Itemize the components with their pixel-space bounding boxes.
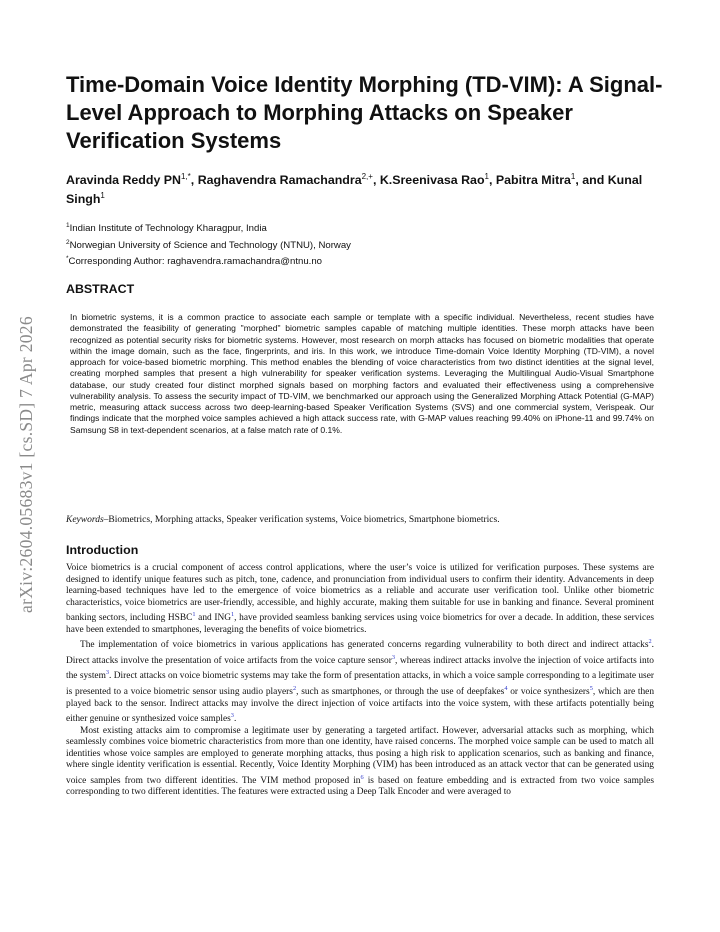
- citation-link[interactable]: 5: [589, 685, 593, 692]
- paragraph-text: , which are then played back to the sensor. Indirect attacks may involve the direct injection of voice artifacts into the voice system, with these artifacts potentially being either genuine or synthesized voice samples: [66, 687, 655, 725]
- keywords-line: [66, 515, 658, 525]
- citation-link[interactable]: 6: [360, 773, 364, 781]
- arxiv-watermark: arXiv:2604.05683v1 [cs.SD] 7 Apr 2026: [16, 316, 36, 614]
- author-affiliation-mark: 2,+: [361, 172, 373, 181]
- citation-link[interactable]: 3: [391, 653, 396, 661]
- author-name: K.Sreenivasa Rao: [379, 173, 485, 188]
- citation-link[interactable]: 3: [105, 669, 110, 677]
- affiliation-line: [66, 252, 666, 269]
- citation-link[interactable]: 2: [648, 638, 652, 646]
- paragraph-text: . Direct attacks on voice biometric systems may take the form of presentation attacks, in which a voice sample corresponding to a legitimate user is presented to a voice biometric sensor using audio players: [66, 671, 654, 698]
- citation-link[interactable]: 2: [292, 685, 297, 692]
- paragraph-text: , whereas indirect attacks involve the injection of voice artifacts into the system: [66, 655, 654, 682]
- citation-link[interactable]: 3: [230, 712, 234, 720]
- citation-link[interactable]: 4: [504, 685, 508, 692]
- author-affiliation-mark: 1: [100, 191, 105, 201]
- keywords-text: –Biometrics, Morphing attacks, Speaker verification systems, Voice biometrics, Smartphone biometrics.: [103, 515, 500, 525]
- author-name: Aravinda Reddy PN: [66, 173, 181, 188]
- introduction-paragraph: [66, 636, 654, 726]
- citation-link[interactable]: 1: [231, 611, 235, 618]
- affiliation-text: Corresponding Author: raghavendra.ramachandra@ntnu.no: [68, 256, 323, 268]
- author-name: Pabitra Mitra: [495, 173, 571, 188]
- author-affiliation-mark: 1: [570, 172, 576, 181]
- keywords-label: Keywords: [66, 515, 104, 525]
- paragraph-text: is based on feature embedding and is extracted from two voice samples corresponding to two different identities. The features were extracted using a Deep Talk Encoder and were averaged to: [66, 775, 654, 798]
- affiliation-mark: 1: [66, 222, 70, 229]
- introduction-heading: Introduction: [66, 543, 139, 557]
- paragraph-text: . Direct attacks involve the presentation of voice artifacts from the voice capture sensor: [66, 640, 654, 666]
- author-name: Raghavendra Ramachandra: [197, 173, 362, 188]
- paragraph-text: Most existing attacks aim to compromise a legitimate user by generating a targeted artifact. However, adversarial attacks such as morphing, which seamlessly combines voice biometric characteristics from more than one identity, have raised concerns. The morphed voice sample can be used to match all identities whose voice samples are employed to generate morphing attacks, thus posing a high risk to application scenarios, such as banking and finance, where single identity verification is essential. Recently, Voice Identity Morphing (VIM) has been introduced as an attack vector that can be generated using voice samples from two different identities. The VIM method proposed in: [66, 725, 654, 786]
- affiliation-text: Indian Institute of Technology Kharagpur, India: [69, 223, 267, 235]
- citation-link[interactable]: 1: [192, 611, 196, 618]
- paragraph-text: , have provided seamless banking services using voice biometrics for over a decade. In addition, these services have been extended to smartphones, leveraging the benefits of voice biometrics.: [66, 613, 655, 635]
- affiliation-mark: *: [66, 255, 69, 263]
- author-list: Aravinda Reddy $PN^{1,*}$, Raghavendra Ramachandra$^{2,+}$, K.Sreenivasa Rao$^1$, Pabitra Mitra$^1$, and Kunal Singh$^1$: [66, 172, 643, 207]
- paragraph-text: and ING: [195, 613, 232, 624]
- paragraph-text: .: [233, 714, 237, 725]
- affiliations: [66, 219, 666, 269]
- paragraph-text: or voice synthesizers: [507, 687, 590, 698]
- paragraph-text: , such as smartphones, or through the use of deepfakes: [296, 687, 505, 698]
- affiliation-line: [66, 219, 666, 236]
- abstract-heading: ABSTRACT: [66, 282, 135, 296]
- affiliation-mark: 2: [66, 238, 70, 246]
- paragraph-text: The implementation of voice biometrics in various applications has generated concerns regarding vulnerability to both direct and indirect attacks: [80, 640, 649, 651]
- introduction-body: [66, 563, 654, 799]
- affiliation-text: Norwegian University of Science and Technology (NTNU), Norway: [69, 239, 351, 251]
- abstract-text: In biometric systems, it is a common practice to associate each sample or template with a specific individual. Nevertheless, recent studies have demonstrated the feasibility of generating "morphed" biometric samples capable of matching multiple identities. These morph attacks have been recognized as potential security risks for biometric systems. However, most research on morph attacks has focused on biometric modalities that operate within the image domain, such as the face, fingerprints, and iris. In this work, we introduce Time-domain Voice Identity Morphing (TD-VIM), a novel approach for voice-based biometric morphing. This method enables the blending of voice characteristics from two distinct identities at the signal level, creating morphed samples that present a high vulnerability for speaker verification systems. Leveraging the Multilingual Audio-Visual Smartphone database, our study created four distinct morphed signals based on morphing factors and evaluated their effectiveness using a comprehensive vulnerability analysis. To assess the security impact of TD-VIM, we benchmarked our approach using the Generalized Morphing Attack Potential (G-MAP) metric, measuring attack success across two deep-learning-based Speaker Verification Systems (SVS) and one commercial system, Verispeak. Our findings indicate that the morphed voice samples achieved a high attack success rate, with G-MAP values reaching 99.40% on iPhone-11 and 99.74% on Samsung S8 in text-dependent scenarios, at a false match rate of 0.1%.: [70, 312, 654, 435]
- author-name: and Kunal Singh: [66, 173, 643, 207]
- introduction-paragraph: [66, 563, 654, 636]
- paper-title: Time-Domain Voice Identity Morphing (TD-VIM): A Signal-Level Approach to Morphing Attacks on Speaker Verification Systems: [66, 72, 663, 153]
- introduction-paragraph: [66, 726, 654, 799]
- paragraph-text: Voice biometrics is a crucial component of access control applications, where the user’s voice is utilized for verification purposes. These systems are designed to identify unique features such as pitch, tone, cadence, and pronunciation from individual users to confirm their identity. Advancements in deep learning-based techniques have led to the emergence of voice biometrics as a reliable and accurate user verification tool. Unlike other biometric characteristics, voice biometrics are user-friendly, accessible, and highly accurate, making them suitable for use in banking and finance. Several prominent banking sectors, including HSBC: [66, 563, 654, 624]
- author-affiliation-mark: 1: [484, 172, 489, 181]
- affiliation-line: [66, 236, 666, 253]
- author-affiliation-mark: 1,*: [181, 172, 191, 181]
